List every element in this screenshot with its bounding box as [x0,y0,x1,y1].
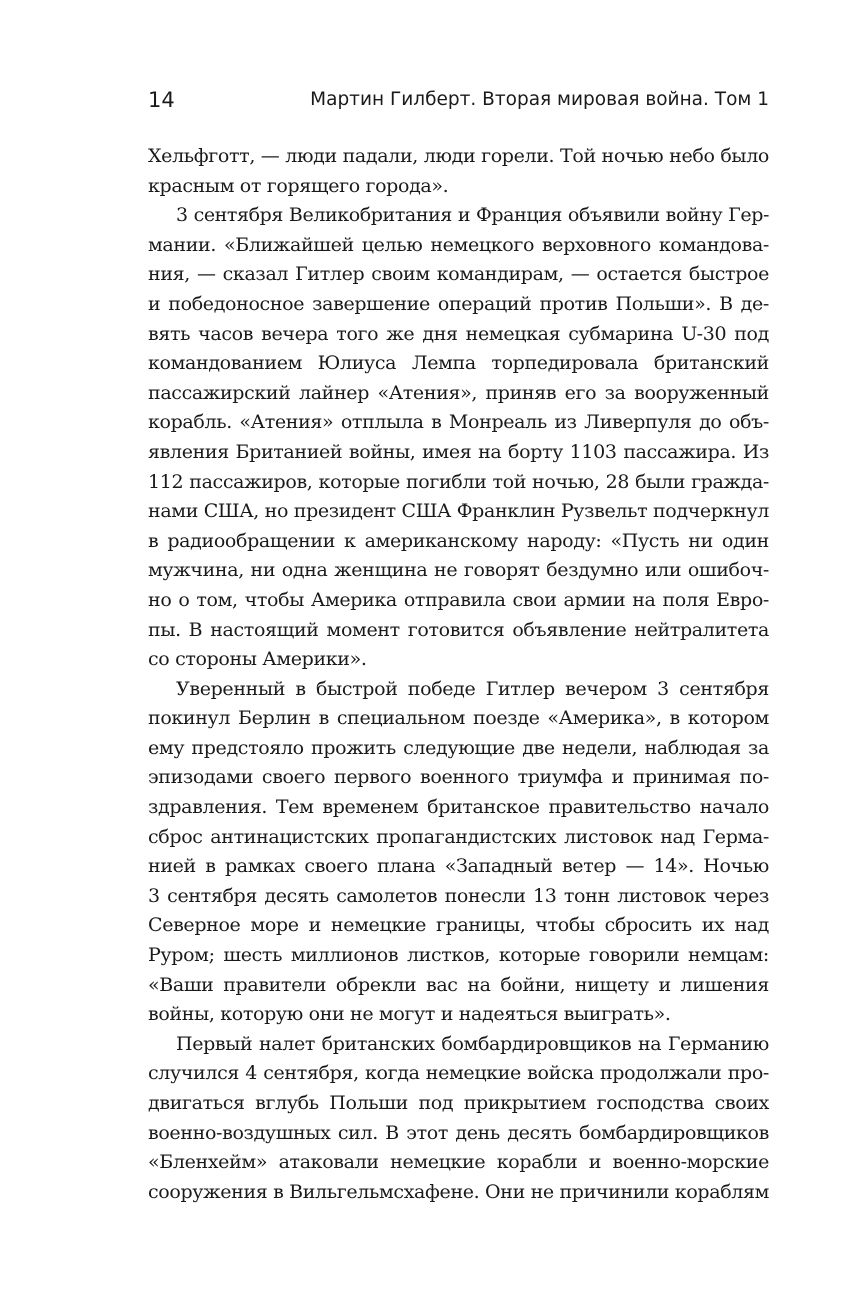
text-line: «Ваши правители обрекли вас на бойни, нищету и лишения [148,973,769,996]
text-line: Хельфготт, — люди падали, люди горели. Той ночью небо было [148,145,769,167]
text-line: двигаться вглубь Польши под прикрытием господства своих [148,1092,769,1114]
text-line: командованием Юлиуса Лемпа торпедировала британский [148,352,769,375]
text-line: 3 сентября Великобритания и Франция объявили войну Гер- [176,204,769,227]
text-line: и победоносное завершение операций против Польши». В де- [148,292,769,315]
text-line: «Бленхейм» атаковали немецкие корабли и военно-морские [148,1151,769,1174]
text-line: здравления. Тем временем британское правительство начало [148,796,769,819]
text-line: эпизодами своего первого военного триумфа и принимая по- [148,766,769,789]
running-title: Мартин Гилберт. Вторая мировая война. Том 1 [310,89,769,110]
text-line: случился 4 сентября, когда немецкие войска продолжали про- [148,1062,769,1085]
text-line: сброс антинацистских пропагандистских листовок над Герма- [148,825,769,848]
paragraph [148,1030,769,1208]
text-line: вять часов вечера того же дня немецкая субмарина U-30 под [148,322,769,345]
body-text [148,142,769,1207]
text-line: сооружения в Вильгельмсхафене. Они не причинили кораблям [148,1180,770,1203]
text-line: Северное море и немецкие границы, чтобы сбросить их над [148,914,769,937]
text-line: 112 пассажиров, которые погибли той ночью, 28 были гражда- [148,470,769,493]
text-line: покинул Берлин в специальном поезде «Америка», в котором [148,707,769,730]
paragraph [148,142,769,201]
text-line: пы. В настоящий момент готовится объявление нейтралитета [148,618,769,641]
text-line: красным от горящего города». [148,174,449,197]
text-line: Первый налет британских бомбардировщиков на Германию [176,1032,769,1055]
text-line: войны, которую они не могут и надеяться выиграть». [148,1003,671,1026]
paragraph [148,675,769,1030]
text-line: со стороны Америки». [148,648,367,671]
text-line: в радиообращении к американскому народу: «Пусть ни один [148,529,769,552]
text-line: корабль. «Атения» отплыла в Монреаль из Ливерпуля до объ- [148,411,769,434]
text-line: мужчина, ни одна женщина не говорят бездумно или ошибоч- [148,559,769,582]
text-line: ния, — сказал Гитлер своим командирам, — остается быстрое [148,263,769,286]
page-number: 14 [148,88,175,112]
text-line: нами США, но президент США Франклин Рузвельт подчеркнул [148,500,769,523]
text-line: но о том, чтобы Америка отправила свои армии на поля Евро- [148,588,769,611]
text-line: 3 сентября десять самолетов понесли 13 тонн листовок через [148,884,769,907]
paragraph [148,201,769,675]
text-line: военно-воздушных сил. В этот день десять бомбардировщиков [148,1121,769,1144]
running-header [148,84,769,116]
text-line: нией в рамках своего плана «Западный ветер — 14». Ночью [148,855,769,878]
text-line: мании. «Ближайшей целью немецкого верховного командова- [148,233,769,256]
text-line: явления Британией войны, имея на борту 1103 пассажира. Из [148,440,769,463]
text-line: ему предстояло прожить следующие две недели, наблюдая за [148,736,769,759]
text-line: пассажирский лайнер «Атения», приняв его за вооруженный [148,381,769,404]
text-line: Руром; шесть миллионов листков, которые говорили немцам: [148,944,769,967]
text-line: Уверенный в быстрой победе Гитлер вечером 3 сентября [176,677,769,700]
